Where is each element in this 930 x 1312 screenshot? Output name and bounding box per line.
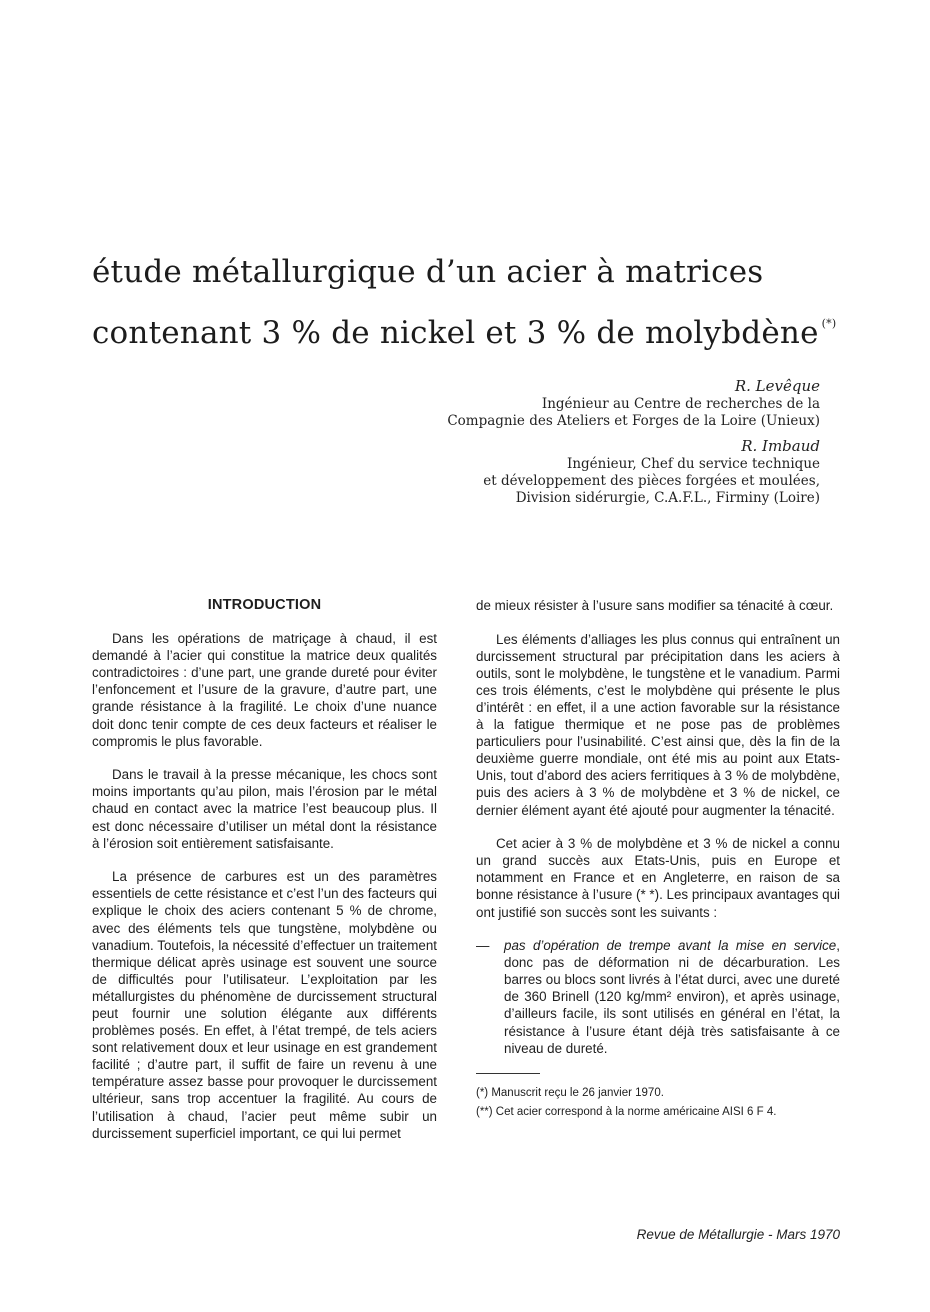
paragraph: Dans le travail à la presse mécanique, les chocs sont moins importants qu’au pilon, mais l’érosion par le métal chaud en contact avec la matrice l’est beaucoup plus. Il est donc nécessaire d’utiliser un métal dont la résistance à l’érosion soit entièrement satisfaisante. (92, 767, 437, 851)
author-2-name: R. Imbaud (741, 437, 820, 455)
title-line-2-text: contenant 3 % de nickel et 3 % de molybdène (92, 315, 819, 351)
author-1-affiliation-line-1: Ingénieur au Centre de recherches de la (541, 396, 820, 412)
footnote-1: (*) Manuscrit reçu le 26 janvier 1970. (476, 1086, 664, 1099)
paragraph: Cet acier à 3 % de molybdène et 3 % de nickel a connu un grand succès aux Etats-Unis, puis en Europe et notamment en France et en Angleterre, en raison de sa bonne résistance à l’usure (* *). Les principaux avantages qui ont justifié son succès sont les suivants : (476, 836, 840, 920)
left-column (92, 597, 437, 1158)
paragraph: Les éléments d’alliages les plus connus qui entraînent un durcissement structural par précipitation dans les aciers à outils, sont le molybdène, le tungstène et le vanadium. Parmi ces trois éléments, c’est le molybdène qui présente le plus d’intérêt : en effet, il a une action favorable sur la résistance à la fatigue thermique et ne pose pas de problèmes particuliers pour l’usinabilité. C’est ainsi que, dès la fin de la deuxième guerre mondiale, ont été mis au point aux Etats-Unis, tout d’abord des aciers ferritiques à 3 % de molybdène, puis des aciers à 3 % de molybdène et 3 % de nickel, ce dernier élément ayant été ajouté pour augmenter la ténacité. (476, 631, 840, 818)
advantage-list-item (476, 937, 840, 1057)
author-1 (300, 376, 820, 430)
article-title (92, 246, 872, 359)
journal-footer: Revue de Métallurgie - Mars 1970 (636, 1227, 840, 1242)
advantage-text: , donc pas de déformation ni de décarburation. Les barres ou blocs sont livrés à l’état durci, avec une dureté de 360 Brinell (120 kg/mm² environ), et après usinage, d’ailleurs facile, ils sont utilisés en général en l’état, la résistance à l’usure étant déjà très satisfaisante à ce niveau de dureté. (504, 938, 840, 1056)
footnote-2: (**) Cet acier correspond à la norme américaine AISI 6 F 4. (476, 1105, 777, 1118)
paragraph: La présence de carbures est un des paramètres essentiels de cette résistance et c’est l’un des facteurs qui explique le choix des aciers contenant 5 % de chrome, avec des éléments tels que tungstène, molybdène ou vanadium. Toutefois, la nécessité d’effectuer un traitement thermique délicat après usinage est souvent une source de difficultés pour l’utilisateur. L’exploitation par les métallurgistes du phénomène de durcissement structural peut fournir une solution élégante aux différents problèmes posés. En effet, à l’état trempé, de tels aciers sont relativement doux et leur usinage en est grandement facilité ; d’autre part, il suffit de faire un revenu à une température assez basse pour provoquer le durcissement ultérieur, sans trop accentuer la fragilité. Au cours de l’utilisation à chaud, l’acier peut même subir un durcissement superficiel important, ce qui lui permet (92, 869, 437, 1141)
dash-marker: — (476, 938, 490, 954)
title-line-2 (92, 298, 872, 359)
author-2-affiliation-line-3: Division sidérurgie, C.A.F.L., Firminy (Loire) (515, 490, 820, 506)
author-2-affiliation-line-2: et développement des pièces forgées et moulées, (483, 473, 820, 489)
author-1-name: R. Levêque (734, 377, 820, 395)
title-line-1: étude métallurgique d’un acier à matrices (92, 254, 764, 290)
author-1-affiliation-line-2: Compagnie des Ateliers et Forges de la Loire (Unieux) (447, 413, 820, 429)
author-2 (300, 436, 820, 507)
advantage-lead: pas d’opération de trempe avant la mise en service (504, 938, 837, 954)
author-2-affiliation-line-1: Ingénieur, Chef du service technique (567, 456, 820, 472)
paragraph: de mieux résister à l’usure sans modifier sa ténacité à cœur. (476, 598, 834, 613)
author-block (300, 376, 820, 507)
footnote-rule (476, 1073, 540, 1074)
paragraph: Dans les opérations de matriçage à chaud, il est demandé à l’acier qui constitue la matrice deux qualités contradictoires : d’une part, une grande dureté pour éviter l’enfoncement et l’usure de la gravure, d’autre part, une grande résistance à la fragilité. Le choix d’une nuance doit donc tenir compte de ces deux facteurs et réaliser le compromis le plus favorable. (92, 631, 437, 749)
section-heading: INTRODUCTION (207, 597, 322, 613)
right-column (476, 597, 840, 1122)
title-note-marker: (*) (821, 317, 837, 330)
